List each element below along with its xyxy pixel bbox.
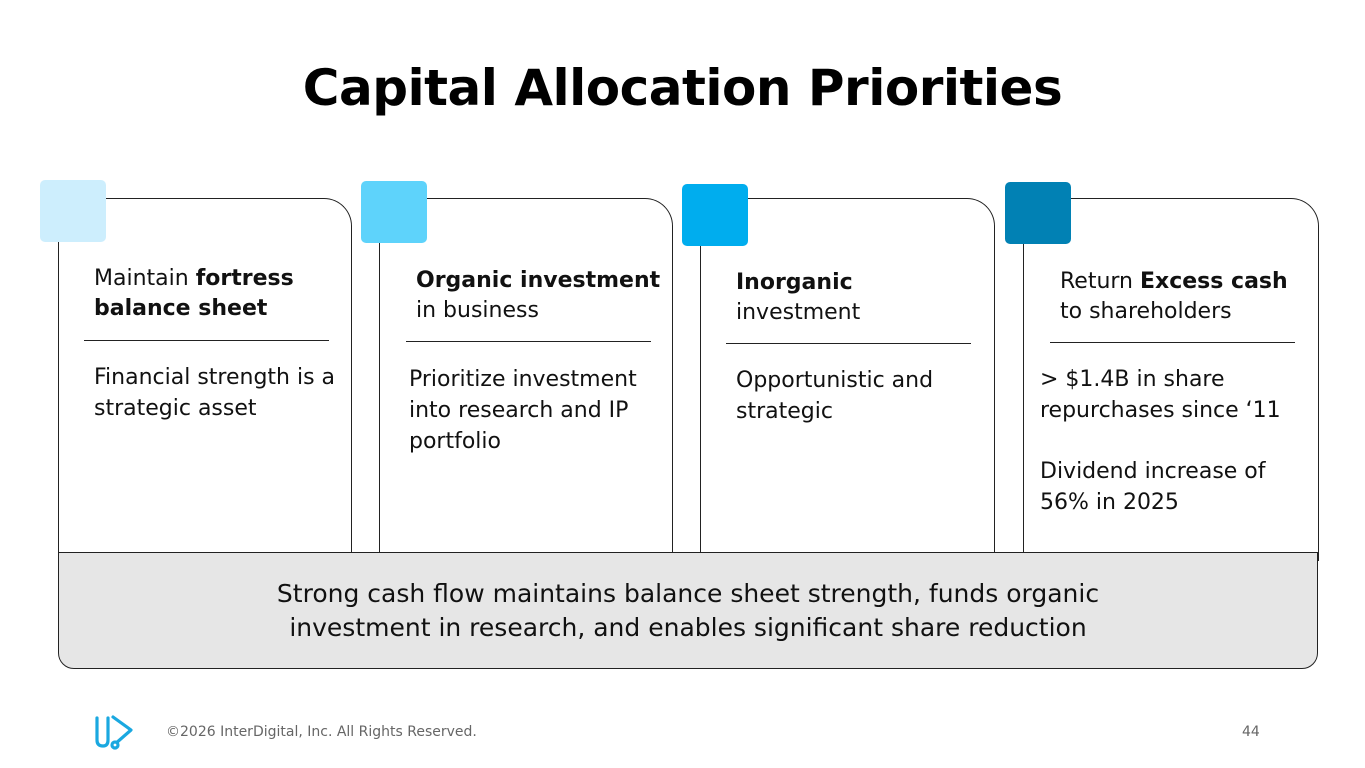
card-accent-square (1005, 182, 1071, 244)
card-title-emphasis: fortress balance sheet (94, 266, 294, 321)
card-body (736, 365, 976, 457)
interdigital-logo-icon (93, 712, 137, 752)
card-body (409, 364, 664, 487)
card-title (94, 264, 344, 324)
logo-i-stroke (97, 718, 108, 746)
card-title-emphasis: Organic investment (416, 268, 661, 293)
card-divider (1050, 342, 1295, 343)
card-title-emphasis: Excess cash (1140, 269, 1288, 294)
card-divider (726, 343, 971, 344)
card-divider (84, 340, 329, 341)
card-body (1040, 364, 1312, 548)
card-body-paragraph: Dividend increase of 56% in 2025 (1040, 459, 1266, 515)
card-body-paragraph: > $1.4B in share repurchases since ‘11 (1040, 367, 1281, 423)
page-number: 44 (1242, 724, 1260, 740)
logo-arrow-stroke (113, 717, 131, 744)
card-body-paragraph: Prioritize investment into research and IP portfolio (409, 367, 637, 454)
card-title-text: Return (1060, 269, 1140, 294)
card-title-text: Maintain (94, 266, 196, 291)
card-title-text: in business (416, 298, 539, 323)
card-accent-square (40, 180, 106, 242)
card-divider (406, 341, 651, 342)
summary-text: Strong cash flow maintains balance sheet strength, funds organic investment in research, and enables significant share reduction (276, 578, 1100, 642)
card-title-text: to shareholders (1060, 299, 1232, 324)
card-title-emphasis: Inorganic (736, 270, 853, 295)
footer-copyright: ©2026 InterDigital, Inc. All Rights Reserved. (166, 724, 477, 740)
card-accent-square (682, 184, 748, 246)
card-body (94, 362, 339, 454)
card-body-paragraph: Opportunistic and strategic (736, 368, 934, 424)
card-title (736, 268, 886, 328)
card-title (1060, 267, 1310, 327)
slide-title: Capital Allocation Priorities (302, 59, 1063, 117)
card-accent-square (361, 181, 427, 243)
card-title-text: investment (736, 300, 861, 325)
logo-strokes (97, 717, 131, 748)
card-title (416, 266, 671, 326)
card-body-paragraph: Financial strength is a strategic asset (94, 365, 336, 421)
logo-dot (112, 742, 118, 748)
summary-box (58, 552, 1318, 669)
